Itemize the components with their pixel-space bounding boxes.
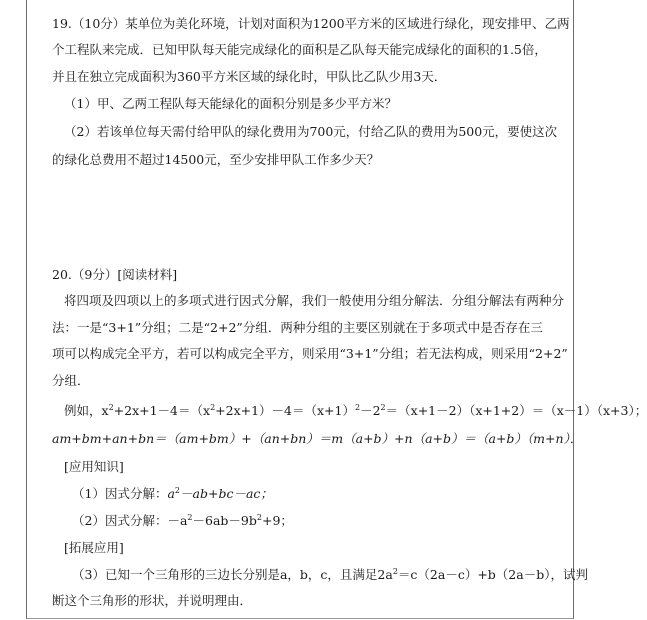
item2-prefix: （2）因式分解：－a [72, 513, 188, 528]
q20-reading-1: 将四项及四项以上的多项式进行因式分解，我们一般使用分组分解法．分组分解法有两种分 [64, 293, 565, 308]
ex1-part-c: +2x+1）－4＝（x+1） [215, 403, 355, 418]
ex1-part-b: +2x+1－4＝（x [113, 403, 211, 418]
q20-item-2 [72, 513, 293, 529]
item2-end: +9； [261, 513, 293, 528]
ex1-part-e: ＝（x+1－2）（x+1+2）＝（x－1）（x+3）； [385, 403, 647, 418]
ex1-part-a: 例如，x [64, 403, 109, 418]
q19-line-2: 个工程队来完成．已知甲队每天能完成绿化的面积是乙队每天能完成绿化的面积的1.5倍， [52, 42, 547, 57]
q20-reading-4: 分组． [52, 373, 90, 388]
q20-reading-2: 法：一是“3+1”分组；二是“2+2”分组．两种分组的主要区别就在于多项式中是否存在三 [52, 320, 543, 335]
apply-knowledge-label: [应用知识] [64, 459, 124, 474]
exponent: 2 [380, 403, 386, 412]
q20-item-1 [72, 486, 273, 502]
q19-line-6: 的绿化总费用不超过14500元，至少安排甲队工作多少天？ [52, 152, 380, 167]
q20-item-3 [72, 567, 588, 583]
exponent: 2 [256, 513, 262, 522]
item2-mid: －6ab－9b [192, 513, 257, 528]
q20-header: 20.（9分）[阅读材料] [52, 267, 178, 282]
exponent: 2 [210, 403, 216, 412]
item3-rest: ＝c（2a－c）+b（2a－b），试判 [397, 567, 588, 582]
exponent: 2 [392, 567, 398, 576]
exponent: 2 [355, 403, 361, 412]
q19-line-1: 19.（10分）某单位为美化环境，计划对面积为1200平方米的区域进行绿化，现安排甲、乙两 [52, 16, 570, 31]
q19-sub-1: （1）甲、乙两工程队每天能绿化的面积分别是多少平方米？ [64, 96, 397, 111]
q20-example-1 [64, 403, 647, 419]
q20-reading-3: 项可以构成完全平方，若可以构成完全平方，则采用“3+1”分组；若无法构成，则采用“2+2” [52, 346, 568, 361]
q20-example-2: am+bm+an+bn＝（am+bm）+（an+bn）＝m（a+b）+n（a+b）＝（a+b）（m+n）． [52, 431, 583, 446]
exponent: 2 [174, 486, 181, 495]
exponent: 2 [108, 403, 114, 412]
item3-prefix: （3）已知一个三角形的三边长分别是a，b，c，且满足2a [72, 567, 393, 582]
q20-item-3-line-2: 断这个三角形的形状，并说明理由． [52, 593, 253, 608]
exponent: 2 [187, 513, 193, 522]
ex1-part-d: －2 [360, 403, 381, 418]
q19-line-3: 并且在独立完成面积为360平方米区域的绿化时，甲队比乙队少用3天． [52, 69, 447, 84]
item1-prefix: （1）因式分解： [72, 486, 168, 501]
item1-var: a [167, 486, 175, 501]
item1-rest: －ab+bc－ac； [180, 486, 273, 501]
extend-application-label: [拓展应用] [64, 540, 124, 555]
q19-sub-2: （2）若该单位每天需付给甲队的绿化费用为700元，付给乙队的费用为500元，要使这次 [64, 124, 558, 139]
